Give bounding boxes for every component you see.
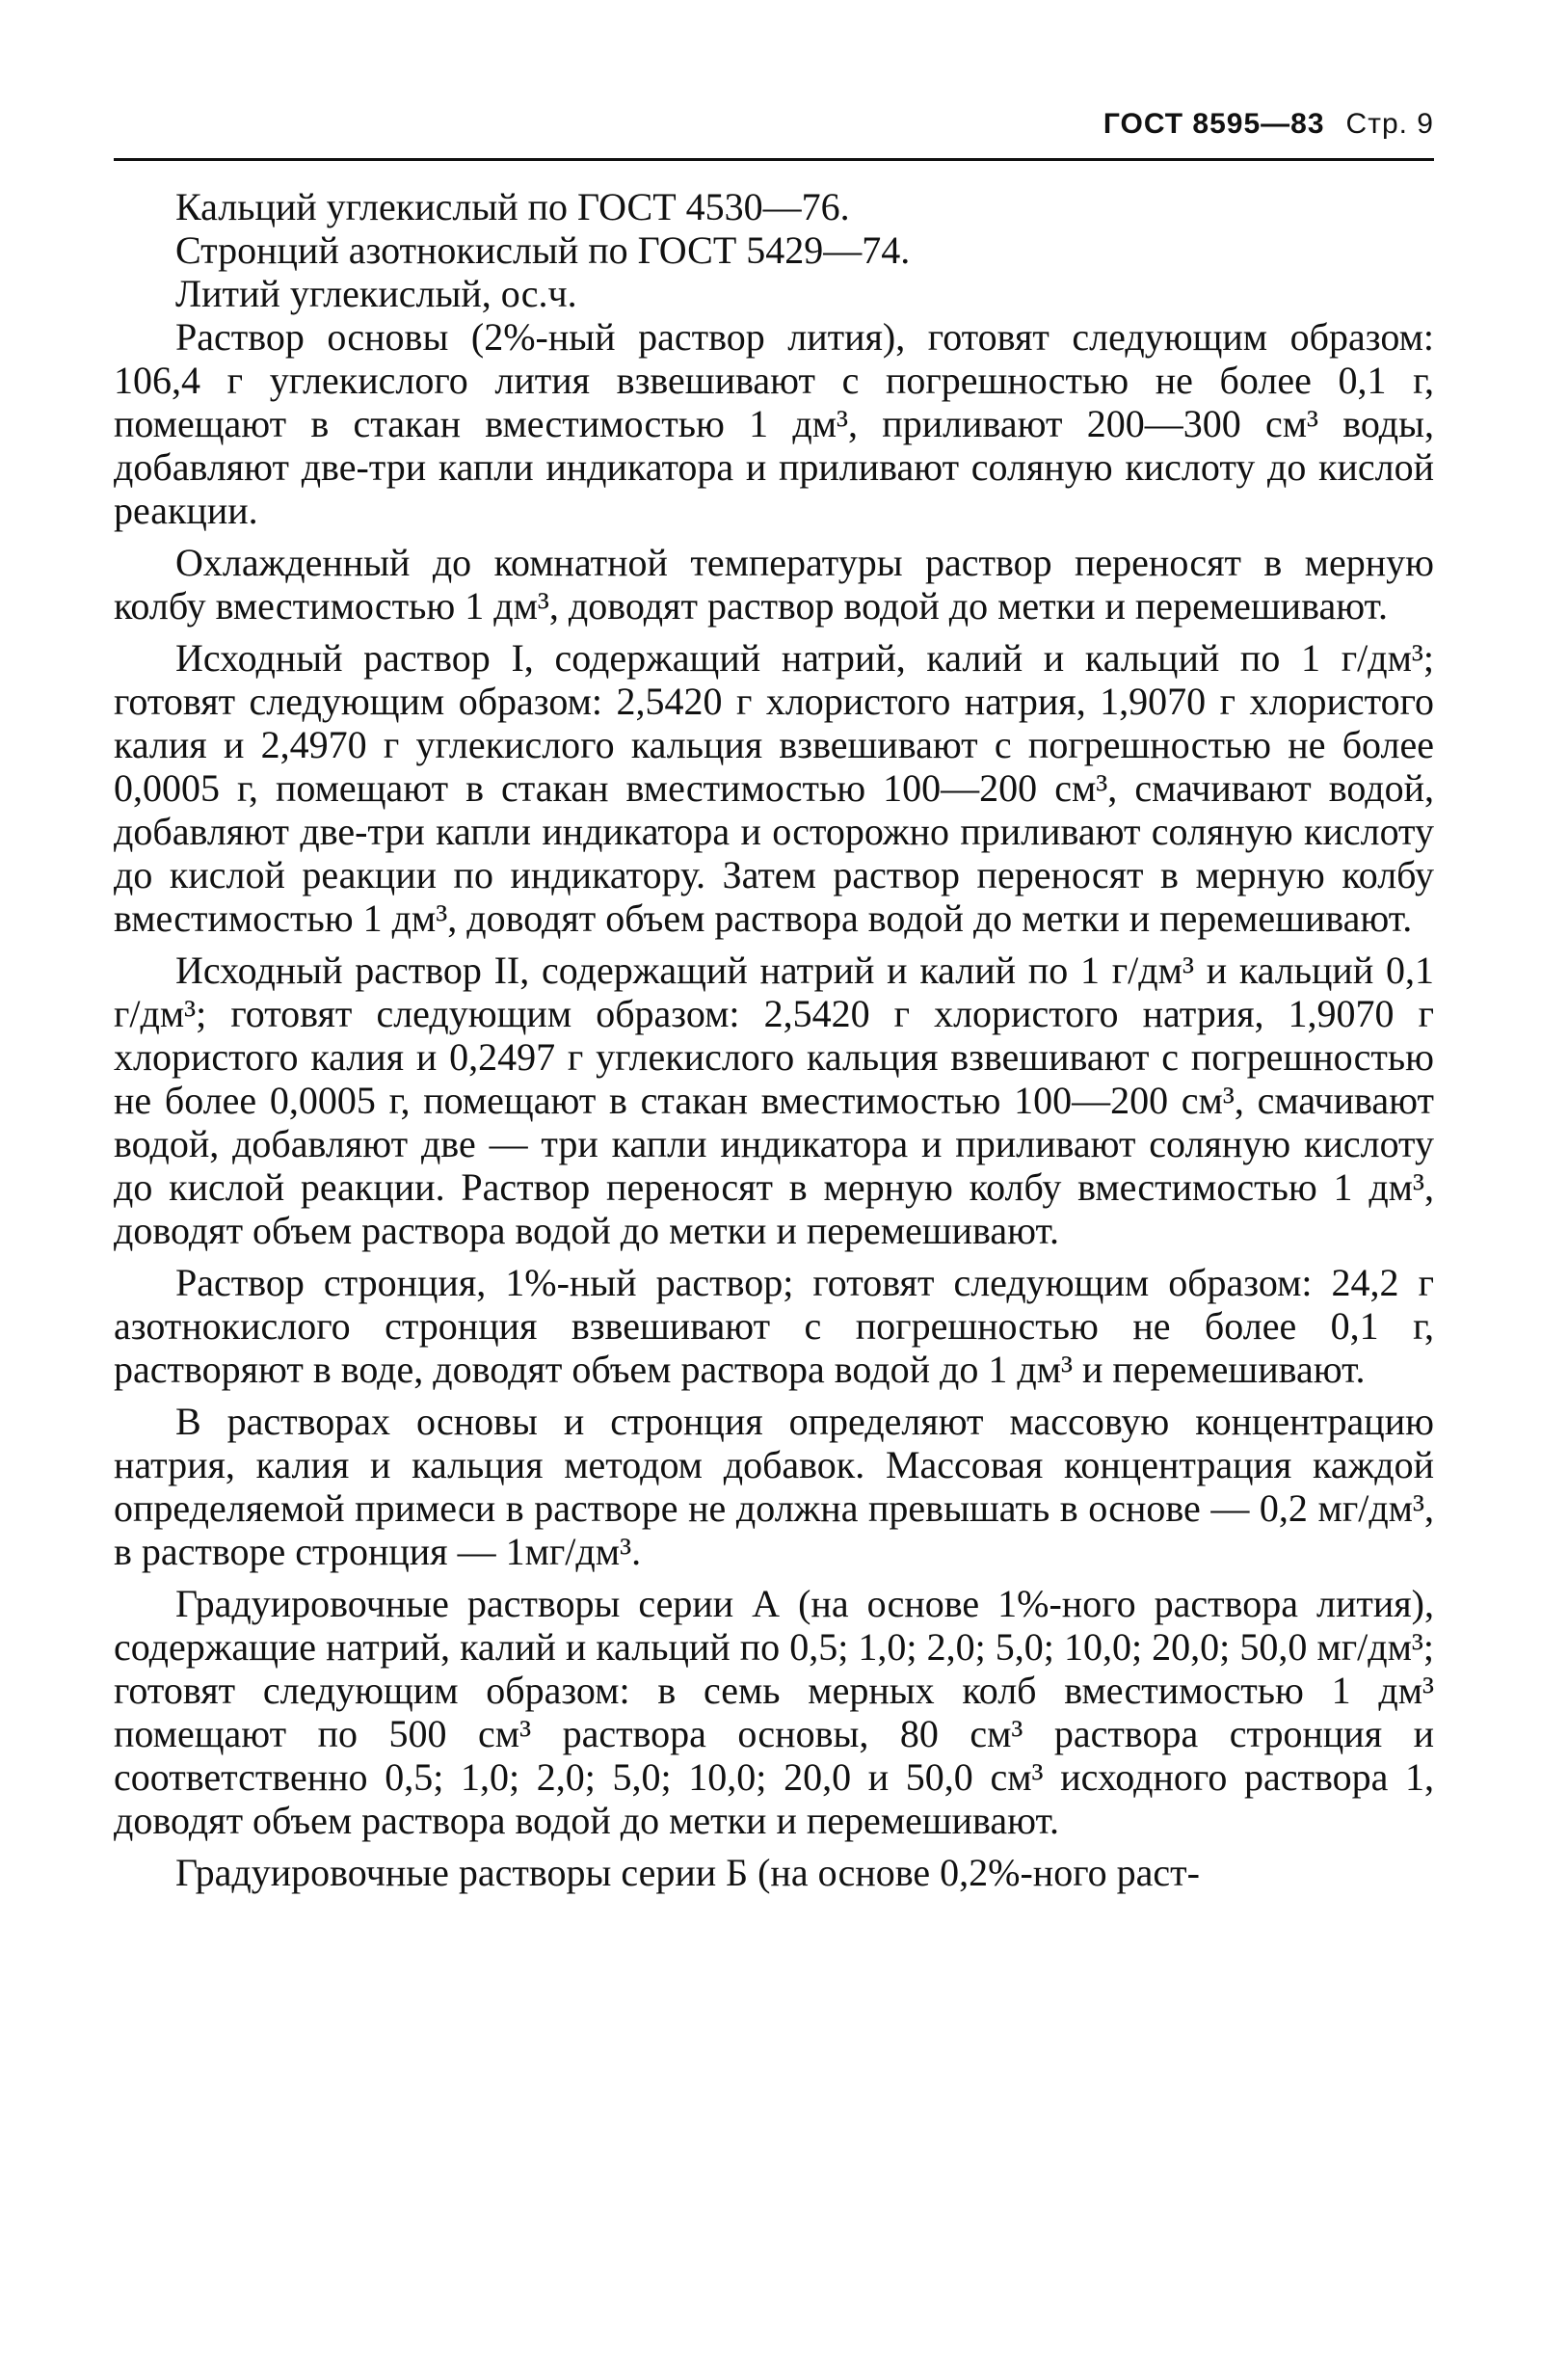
page-number: Стр. 9	[1345, 108, 1434, 140]
paragraph: Раствор стронция, 1%-ный раствор; готовят следующим образом: 24,2 г азотнокислого стронция взвешивают с погрешностью не более 0,1 г, растворяют в воде, доводят объем раствора водой до 1 дм³ и перемешивают.	[114, 1261, 1434, 1391]
paragraph: Градуировочные растворы серии Б (на основе 0,2%-ного раст-	[175, 1851, 1200, 1894]
paragraph: Охлажденный до комнатной температуры раствор переносят в мерную колбу вместимостью 1 дм³, доводят раствор водой до метки и перемешивают.	[114, 541, 1434, 628]
paragraph: Исходный раствор I, содержащий натрий, калий и кальций по 1 г/дм³; готовят следующим образом: 2,5420 г хлористого натрия, 1,9070 г хлористого калия и 2,4970 г углекислого кальция взвешивают с погрешностью не более 0,0005 г, помещают в стакан вместимостью 100—200 см³, смачивают водой, добавляют две-три капли индикатора и осторожно приливают соляную кислоту до кислой реакции по индикатору. Затем раствор переносят в мерную колбу вместимостью 1 дм³, доводят объем раствора водой до метки и перемешивают.	[114, 636, 1434, 940]
paragraph: Градуировочные растворы серии А (на основе 1%-ного раствора лития), содержащие натрий, калий и кальций по 0,5; 1,0; 2,0; 5,0; 10,0; 20,0; 50,0 мг/дм³; готовят следующим образом: в семь мерных колб вместимостью 1 дм³ помещают по 500 см³ раствора основы, 80 см³ раствора стронция и соответственно 0,5; 1,0; 2,0; 5,0; 10,0; 20,0 и 50,0 см³ исходного раствора 1, доводят объем раствора водой до метки и перемешивают.	[114, 1582, 1434, 1842]
paragraph: Литий углекислый, ос.ч.	[175, 272, 577, 315]
page-header	[114, 108, 1434, 154]
paragraph: В растворах основы и стронция определяют массовую концентрацию натрия, калия и кальция методом добавок. Массовая концентрация каждой определяемой примеси в растворе не должна превышать в основе — 0,2 мг/дм³, в растворе стронция — 1мг/дм³.	[114, 1400, 1434, 1573]
header-rule	[114, 158, 1434, 161]
paragraph: Стронций азотнокислый по ГОСТ 5429—74.	[175, 228, 911, 272]
standard-number: ГОСТ 8595—83	[1103, 108, 1325, 140]
document-body	[114, 185, 1434, 1894]
paragraph: Исходный раствор II, содержащий натрий и калий по 1 г/дм³ и кальций 0,1 г/дм³; готовят следующим образом: 2,5420 г хлористого натрия, 1,9070 г хлористого калия и 0,2497 г углекислого кальция взвешивают с погрешностью не более 0,0005 г, помещают в стакан вместимостью 100—200 см³, смачивают водой, добавляют две — три капли индикатора и приливают соляную кислоту до кислой реакции. Раствор переносят в мерную колбу вместимостью 1 дм³, доводят объем раствора водой до метки и перемешивают.	[114, 949, 1434, 1252]
paragraph: Раствор основы (2%-ный раствор лития), готовят следующим образом: 106,4 г углекислого лития взвешивают с погрешностью не более 0,1 г, помещают в стакан вместимостью 1 дм³, приливают 200—300 см³ воды, добавляют две-три капли индикатора и приливают соляную кислоту до кислой реакции.	[114, 315, 1434, 532]
paragraph: Кальций углекислый по ГОСТ 4530—76.	[175, 185, 850, 228]
